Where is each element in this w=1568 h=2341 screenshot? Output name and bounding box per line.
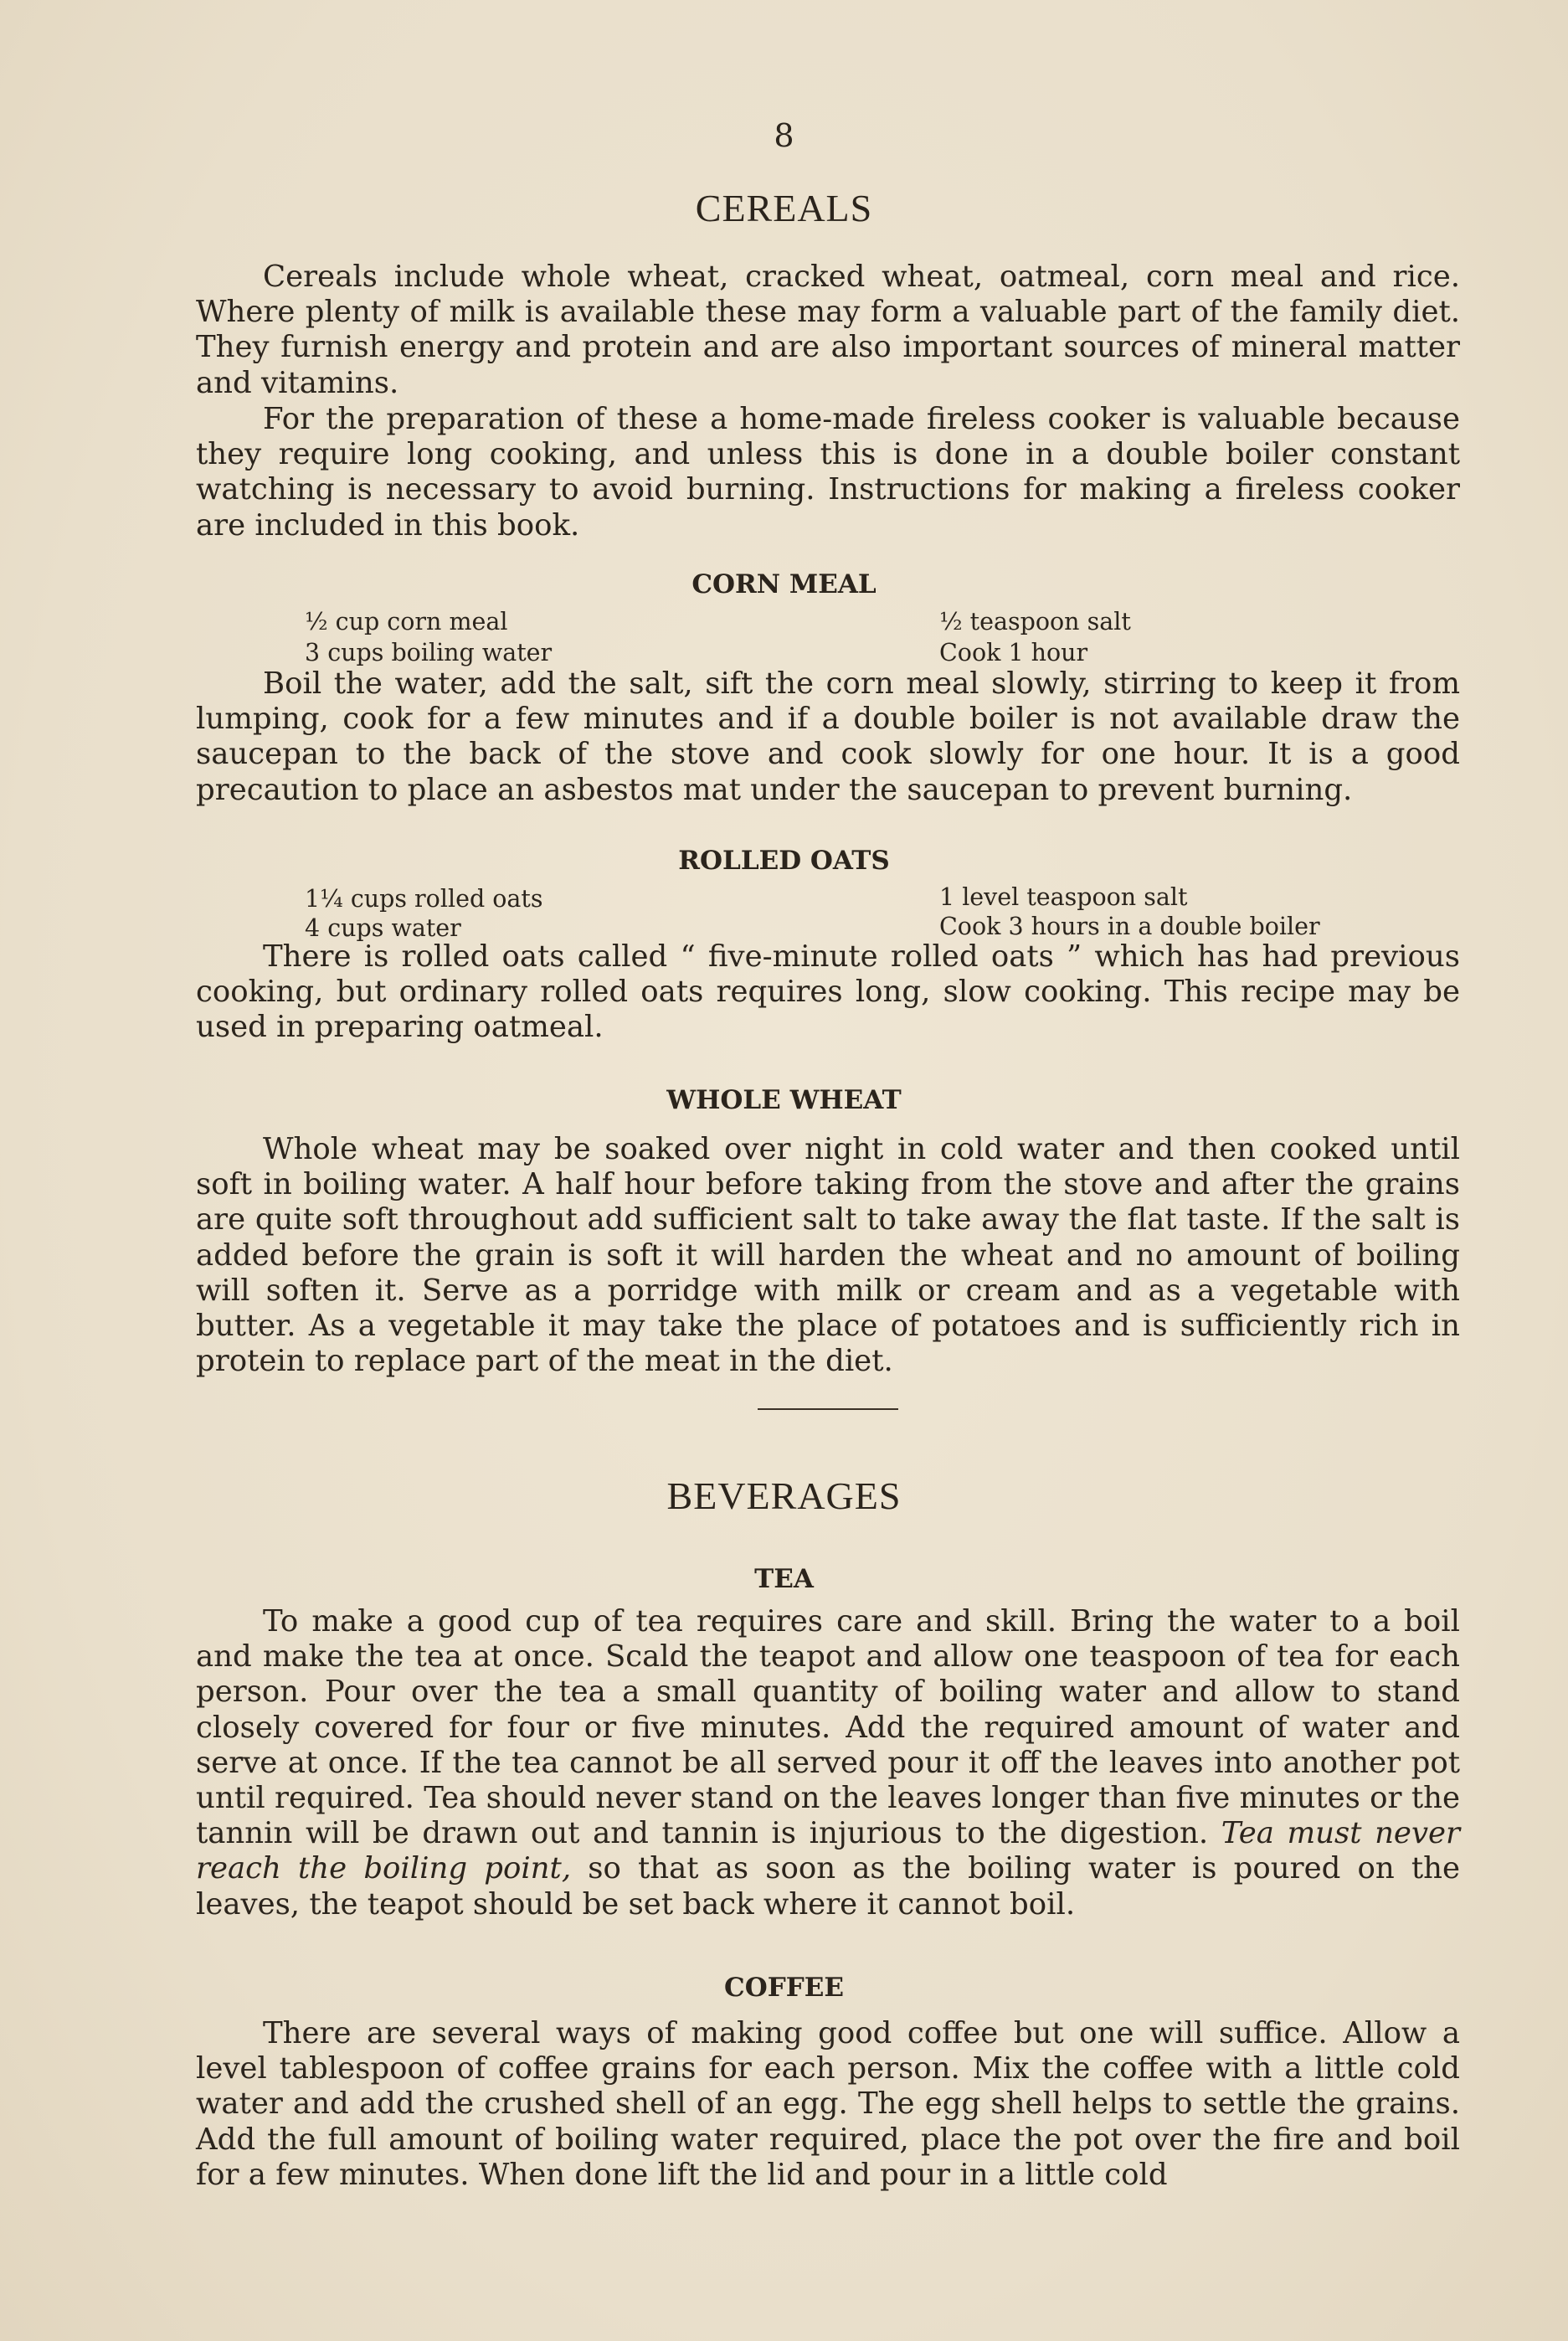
rolled-oats-method: There is rolled oats called “ five-minute rolled oats ” which has had previous cooking, but ordinary rolled oats requires long, slow cooking. This recipe may be used in preparing oatmeal. xyxy=(196,939,1460,1045)
rolled-oats-ingredient: 4 cups water xyxy=(305,914,461,942)
corn-meal-ingredient: 3 cups boiling water xyxy=(305,639,553,666)
tea-method-emphasis: Tea must never reach the boiling point, xyxy=(196,1816,1460,1886)
corn-meal-method: Boil the water, add the salt, sift the corn meal slowly, stirring to keep it from lumping, cook for a few minutes and if a double boiler is not available draw the saucepan to the back of the stove and cook slowly for one hour. It is a good precaution to place an asbestos mat under the saucepan to prevent burning. xyxy=(196,666,1460,807)
recipe-title-corn-meal: CORN MEAL xyxy=(691,569,877,599)
section-title-cereals: CEREALS xyxy=(695,187,873,229)
rolled-oats-ingredient: 1¼ cups rolled oats xyxy=(305,885,543,913)
tea-method-text-end: so that as soon as the boiling water is poured on the leaves, the teapot should be set back where it cannot boil. xyxy=(196,1851,1460,1922)
section-title-beverages: BEVERAGES xyxy=(666,1474,902,1517)
whole-wheat-method: Whole wheat may be soaked over night in cold water and then cooked until soft in boiling water. A half hour before taking from the stove and after the grains are quite soft throughout add sufficient salt to take away the flat taste. If the salt is added before the grain is soft it will harden the wheat and no amount of boiling will soften it. Serve as a porridge with milk or cream and as a vegetable with butter. As a vegetable it may take the place of potatoes and is sufficiently rich in protein to replace part of the meat in the diet. xyxy=(196,1132,1460,1379)
section-divider xyxy=(758,1408,898,1410)
tea-method xyxy=(196,1604,1460,1922)
cereals-intro-paragraph-1: Cereals include whole wheat, cracked wheat, oatmeal, corn meal and rice. Where plenty of milk is available these may form a valuable part of the family diet. They furnish energy and protein and are also important sources of mineral matter and vitamins. xyxy=(196,260,1460,400)
corn-meal-ingredient: ½ teaspoon salt xyxy=(939,608,1131,635)
rolled-oats-cook-time: Cook 3 hours in a double boiler xyxy=(939,913,1320,940)
rolled-oats-ingredient: 1 level teaspoon salt xyxy=(939,883,1188,911)
coffee-method: There are several ways of making good coffee but one will suffice. Allow a level tablespoon of coffee grains for each person. Mix the coffee with a little cold water and add the crushed shell of an egg. The egg shell helps to settle the grains. Add the full amount of boiling water required, place the pot over the fire and boil for a few minutes. When done lift the lid and pour in a little cold xyxy=(196,2016,1460,2192)
recipe-title-coffee: COFFEE xyxy=(724,1973,844,2003)
recipe-title-rolled-oats: ROLLED OATS xyxy=(678,846,890,876)
recipe-title-tea: TEA xyxy=(754,1564,814,1594)
corn-meal-ingredient: ½ cup corn meal xyxy=(305,608,508,635)
corn-meal-cook-time: Cook 1 hour xyxy=(939,639,1088,666)
cereals-intro-paragraph-2: For the preparation of these a home-made fireless cooker is valuable because they require long cooking, and unless this is done in a double boiler constant watching is necessary to avoid burning. Instructions for making a fireless cooker are included in this book. xyxy=(196,402,1460,543)
page-number: 8 xyxy=(774,117,794,154)
tea-method-text: To make a good cup of tea requires care and skill. Bring the water to a boil and make the tea at once. Scald the teapot and allow one teaspoon of tea for each person. Pour over the tea a small quantity of boiling water and allow to stand closely covered for four or five minutes. Add the required amount of water and serve at once. If the tea cannot be all served pour it off the leaves into another pot until required. Tea should never stand on the leaves longer than five minutes or the tannin will be drawn out and tannin is injurious to the digestion. xyxy=(196,1604,1460,1851)
recipe-title-whole-wheat: WHOLE WHEAT xyxy=(666,1085,902,1115)
